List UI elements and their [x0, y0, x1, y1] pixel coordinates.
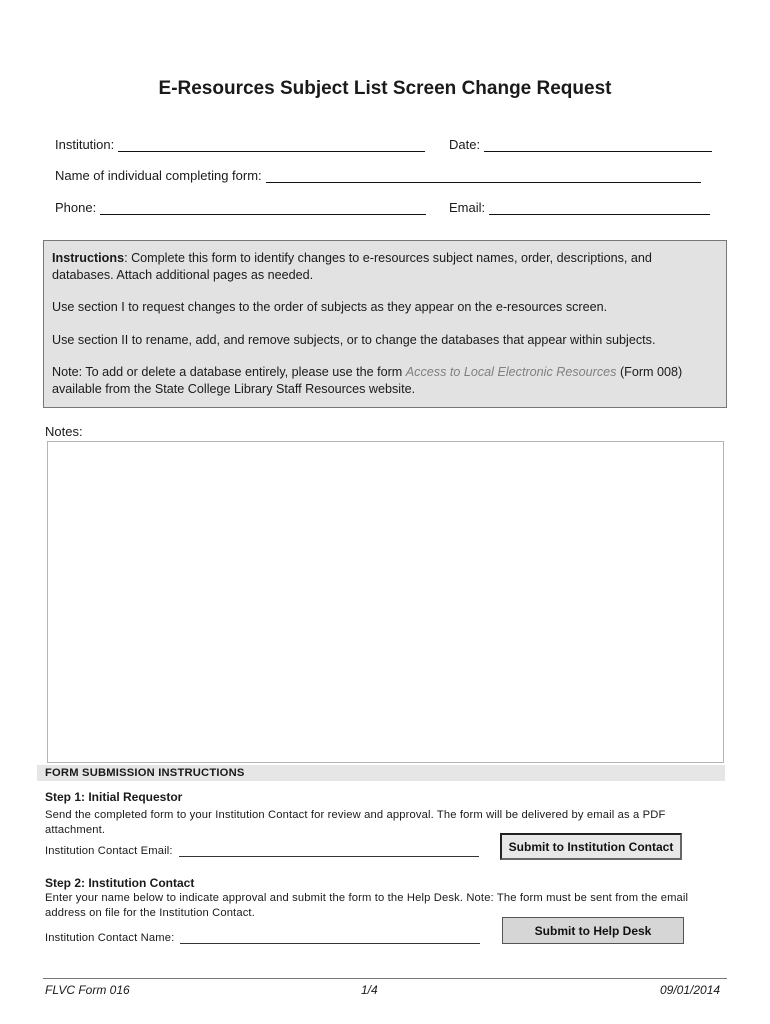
- institution-contact-email-label: Institution Contact Email:: [45, 845, 173, 857]
- notes-textarea[interactable]: [47, 441, 724, 763]
- note-form-link[interactable]: Access to Local Electronic Resources: [405, 365, 617, 379]
- email-label: Email:: [449, 200, 486, 215]
- step2-text: Enter your name below to indicate approval and submit the form to the Help Desk. Note: The form must be sent from the email address on file for the Institution Contact.: [45, 892, 689, 919]
- submit-to-institution-contact-button[interactable]: Submit to Institution Contact: [500, 833, 682, 860]
- phone-label: Phone:: [55, 200, 97, 215]
- instructions-section1: Use section I to request changes to the order of subjects as they appear on the e-resources screen.: [52, 300, 608, 314]
- phone-field: [55, 200, 426, 215]
- instructions-intro: [52, 250, 716, 283]
- date-input[interactable]: [484, 138, 712, 152]
- date-label: Date:: [449, 137, 481, 152]
- institution-contact-email-row: [45, 845, 479, 857]
- step2-title: Step 2: Institution Contact: [45, 876, 195, 890]
- instructions-section2: Use section II to rename, add, and remove subjects, or to change the databases that appear within subjects.: [52, 332, 656, 347]
- instructions-box: [43, 240, 727, 408]
- submit-to-help-desk-button[interactable]: Submit to Help Desk: [502, 917, 684, 944]
- footer-page-number: 1/4: [361, 983, 378, 997]
- name-label: Name of individual completing form:: [55, 168, 262, 183]
- footer-date: 09/01/2014: [660, 983, 721, 997]
- footer-form-id: FLVC Form 016: [45, 983, 130, 997]
- email-input[interactable]: [489, 201, 710, 215]
- instructions-note: [52, 364, 716, 397]
- email-field: [449, 200, 710, 215]
- notes-label: Notes:: [45, 424, 83, 439]
- note-text-after: (Form 008) available from the State College Library Staff Resources website.: [52, 365, 683, 396]
- institution-input[interactable]: [118, 138, 425, 152]
- step1-text: Send the completed form to your Institution Contact for review and approval. The form will be delivered by email as a PDF attachment.: [45, 809, 666, 836]
- page-title: E-Resources Subject List Screen Change Request: [158, 78, 612, 99]
- name-field: [55, 168, 701, 183]
- submission-header: FORM SUBMISSION INSTRUCTIONS: [37, 765, 725, 781]
- step1-title: Step 1: Initial Requestor: [45, 790, 183, 804]
- date-field: [449, 137, 712, 152]
- instructions-text: : Complete this form to identify changes to e-resources subject names, order, descriptions, and databases. Attach additional pages as needed.: [52, 251, 652, 282]
- institution-field: [55, 137, 425, 152]
- footer-divider: [43, 978, 727, 979]
- instructions-label: Instructions: [52, 251, 125, 265]
- note-text-before: Note: To add or delete a database entirely, please use the form: [52, 365, 406, 379]
- name-input[interactable]: [266, 169, 701, 183]
- institution-contact-name-row: [45, 932, 480, 944]
- institution-contact-name-input[interactable]: [180, 933, 480, 944]
- institution-label: Institution:: [55, 137, 115, 152]
- institution-contact-name-label: Institution Contact Name:: [45, 932, 175, 944]
- institution-contact-email-input[interactable]: [179, 846, 479, 857]
- phone-input[interactable]: [100, 201, 426, 215]
